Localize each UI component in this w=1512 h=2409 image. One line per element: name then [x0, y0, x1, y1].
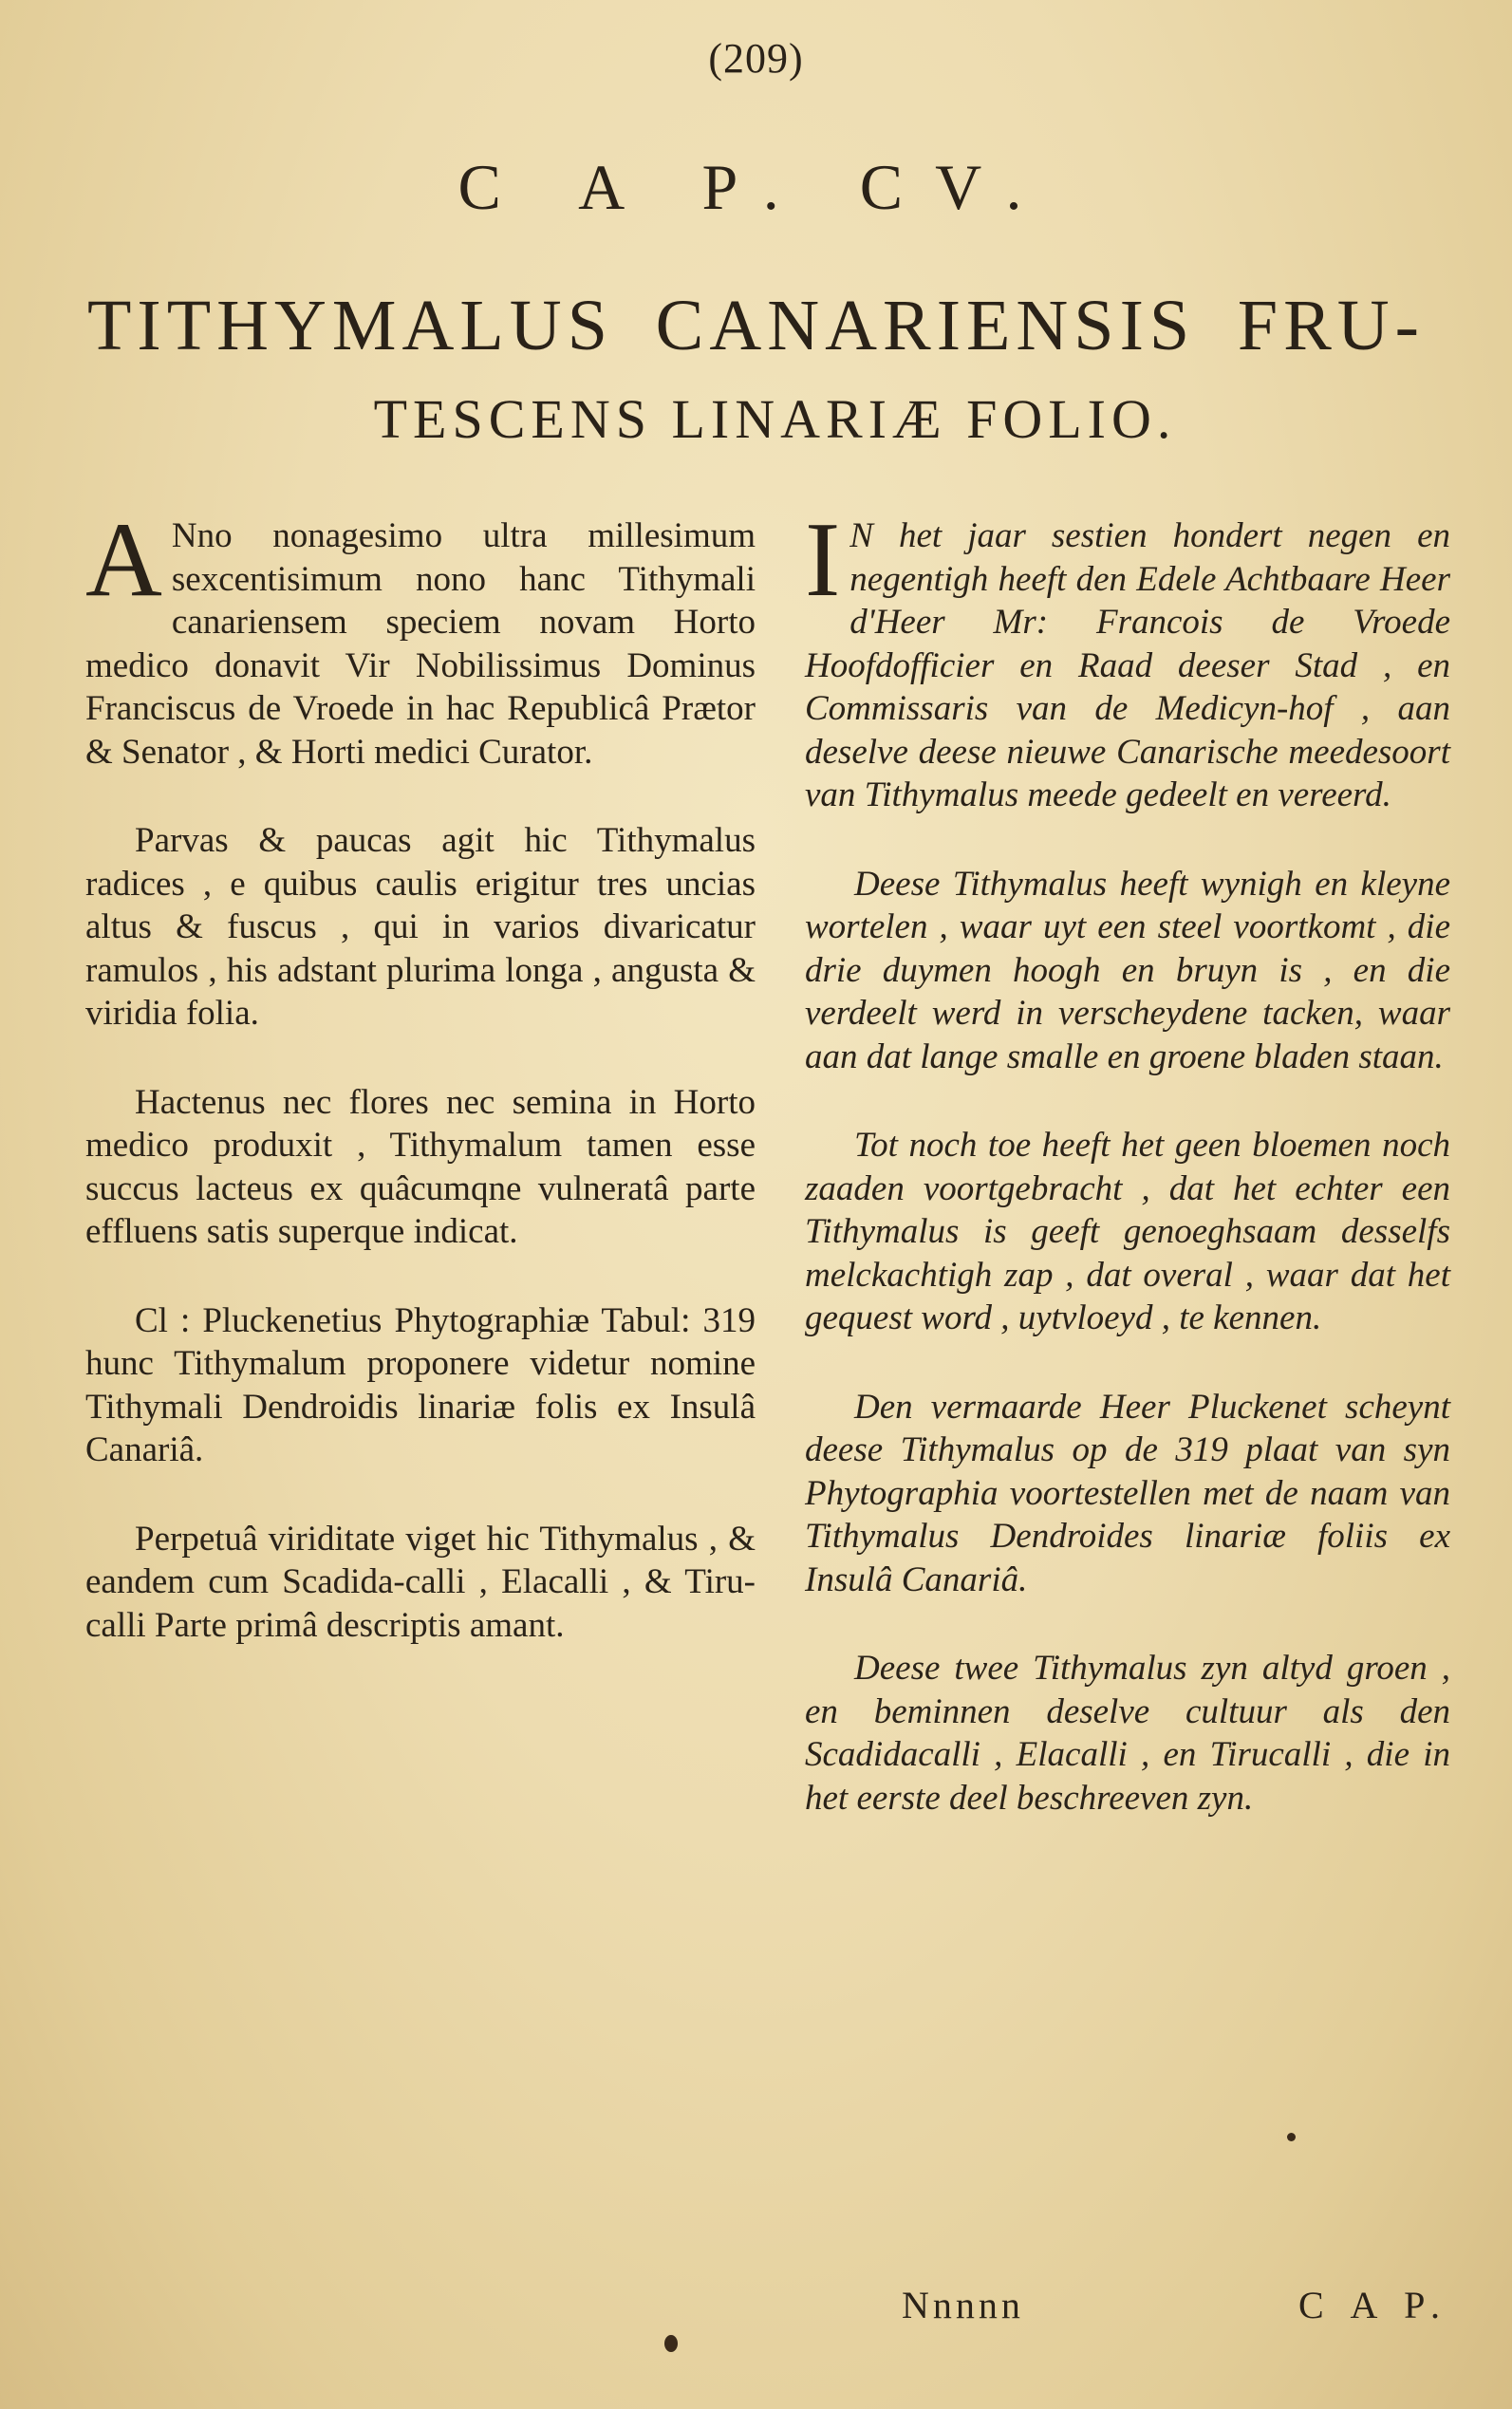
dutch-paragraph-5: Deese twee Tithymalus zyn altyd groen , en beminnen deselve cultuur als den Scadidacalli , Elacalli , en Tirucalli , die in het eerste deel beschreeven zyn.: [805, 1649, 1450, 1818]
dutch-paragraph-text: N het jaar sestien hondert negen en negentigh heeft den Edele Achtbaare Heer d'Heer Mr: Francois de Vroede Hoofdofficier en Raad deeser Stad , en Commissaris van de Medicyn-hof , aan deselve deese nieuwe Canarische meedesoort van Tithymalus meede gedeelt en vereerd.: [805, 516, 1450, 814]
latin-paragraph-5: Perpetuâ viriditate viget hic Tithymalus , & eandem cum Scadida-calli , Elacalli , & Tiru-calli Parte primâ descriptis amant.: [85, 1519, 756, 1645]
dutch-column: [805, 501, 1450, 1865]
chapter-heading: C A P. CV.: [457, 151, 1055, 223]
latin-paragraph-2: Parvas & paucas agit hic Tithymalus radices , e quibus caulis erigitur tres uncias altus & fuscus , qui in varios divaricatur ramulos , his adstant plurima longa , angusta & viridia folia.: [85, 821, 756, 1033]
title-line-2: TESCENS LINARIÆ FOLIO.: [373, 388, 1177, 450]
latin-column: [85, 501, 756, 1692]
latin-paragraph-4: Cl : Pluckenetius Phytographiæ Tabul: 319 hunc Tithymalum proponere videtur nomine Tithymali Dendroidis linariæ folis ex Insulâ Canariâ.: [85, 1300, 756, 1469]
dutch-paragraph-4: Den vermaarde Heer Pluckenet scheynt deese Tithymalus op de 319 plaat van syn Phytographia voortestellen met de naam van Tithymalus Dendroides linariæ foliis ex Insulâ Canariâ.: [805, 1387, 1450, 1599]
latin-paragraph-3: Hactenus nec flores nec semina in Horto medico produxit , Tithymalum tamen esse succus lacteus ex quâcumqne vulneratâ parte effluens satis superque indicat.: [85, 1082, 756, 1251]
dutch-paragraph-1: [805, 501, 1450, 817]
page-number: (209): [708, 35, 804, 82]
ink-spot: [1287, 2133, 1296, 2141]
dutch-paragraph-3: Tot noch toe heeft het geen bloemen noch zaaden voortgebracht , dat het echter een Tithymalus is geeft genoeghsaam desselfs melckachtigh zap , dat overal , waar dat het gequest word , uytvloeyd , te kennen.: [805, 1126, 1450, 1337]
title-line-1: TITHYMALUS CANARIENSIS FRU-: [87, 286, 1425, 365]
dutch-paragraph-2: Deese Tithymalus heeft wynigh en kleyne wortelen , waar uyt een steel voortkomt , die drie duymen hoogh en bruyn is , en die verdeelt werd in verscheydene tacken, waar aan dat lange smalle en groene bladen staan.: [805, 864, 1450, 1076]
signature-mark: Nnnnn: [902, 2284, 1024, 2326]
catchword: C A P.: [1298, 2284, 1449, 2326]
latin-paragraph-1: [85, 501, 756, 774]
drop-cap-dutch: I: [805, 501, 841, 619]
latin-paragraph-text: Nno nonagesimo ultra millesimum sexcentisimum nono hanc Tithymali canariensem speciem novam Horto medico donavit Vir Nobilissimus Dominus Franciscus de Vroede in hac Republicâ Prætor & Senator , & Horti medici Curator.: [85, 516, 756, 772]
drop-cap-latin: A: [85, 501, 162, 619]
ink-spot: [664, 2335, 678, 2352]
